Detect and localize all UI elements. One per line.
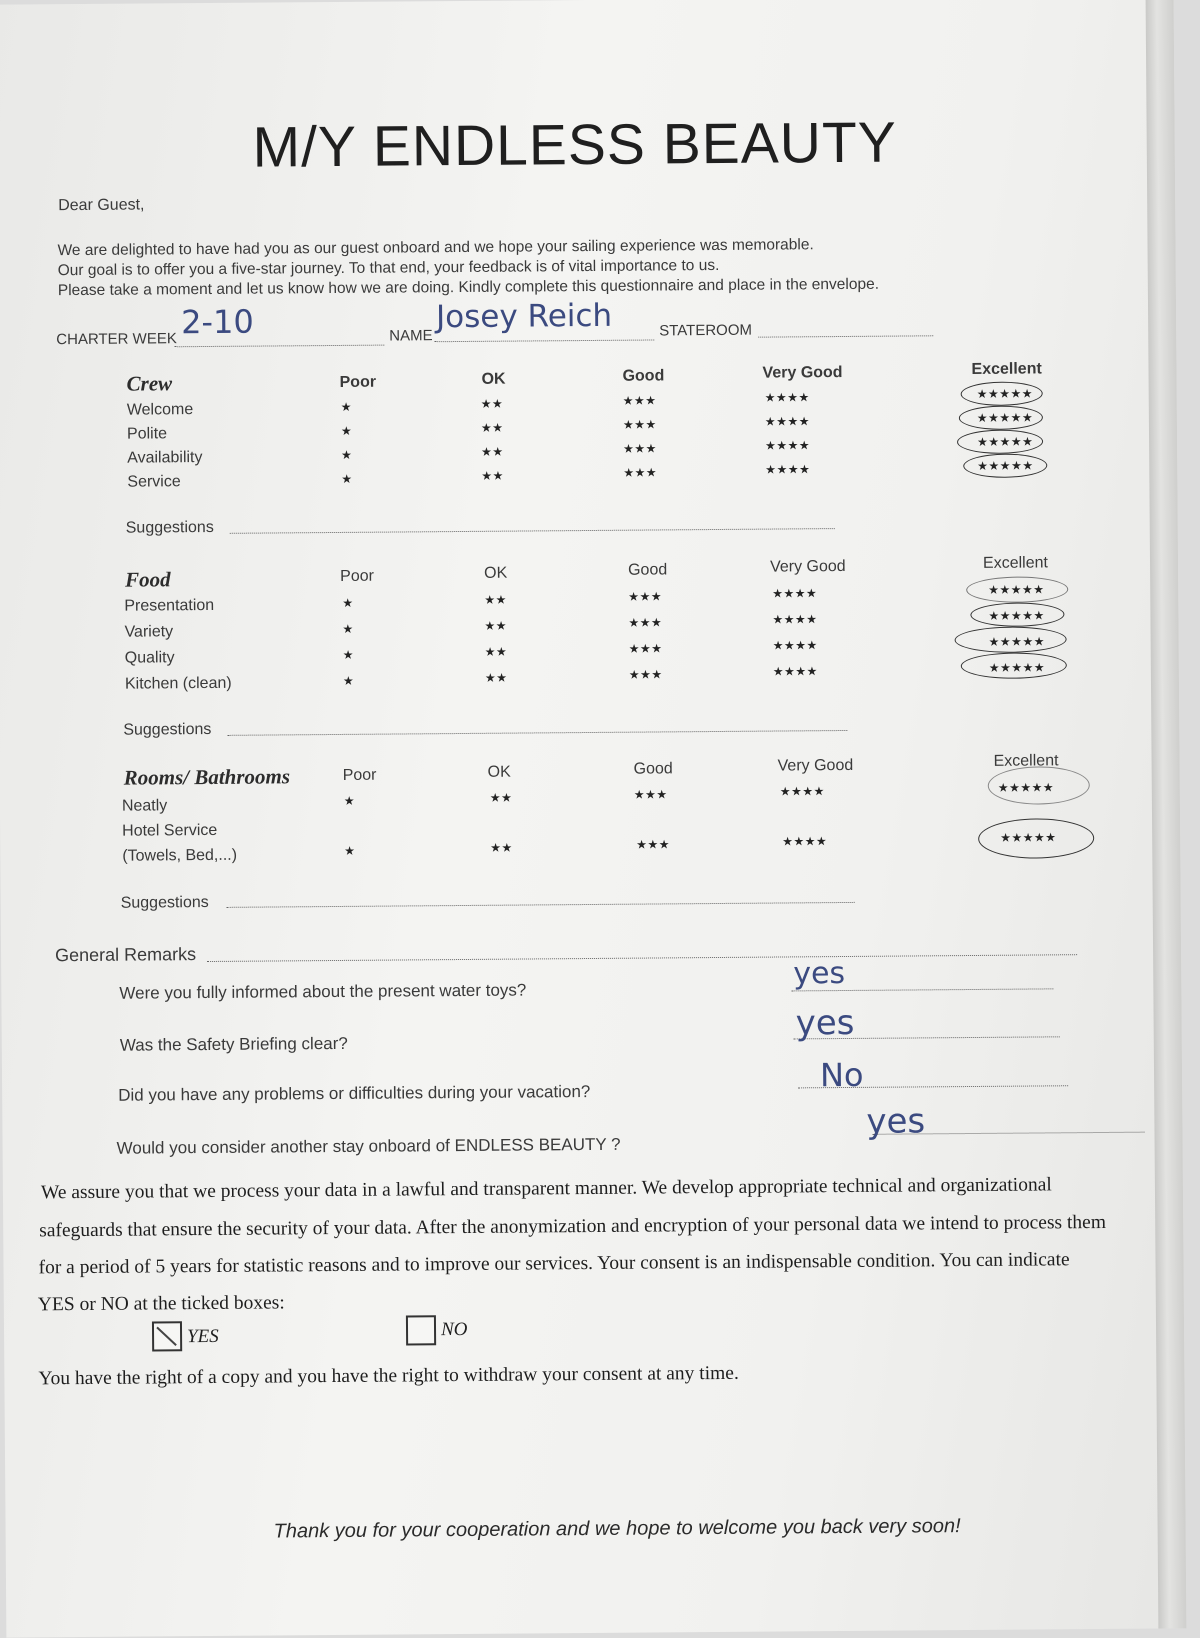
food-variety-2[interactable]: ★★	[484, 618, 508, 633]
consent-line-1: We assure you that we process your data in a lawful and transparent manner. We develop appropriate technical and organizational	[40, 1174, 1052, 1204]
food-quality-1[interactable]: ★	[342, 647, 355, 662]
question-safety-briefing: Was the Safety Briefing clear?	[119, 1033, 348, 1055]
food-row-kitchen: Kitchen (clean)	[124, 674, 232, 693]
rooms-circle-towels	[978, 818, 1094, 859]
food-row-variety: Variety	[124, 623, 174, 641]
food-variety-1[interactable]: ★	[342, 621, 354, 636]
crew-welcome-1[interactable]: ★	[340, 399, 353, 414]
rooms-towels-5[interactable]: ★★★★★	[1000, 830, 1057, 845]
food-row-quality: Quality	[124, 649, 175, 667]
rooms-towels-3[interactable]: ★★★	[636, 837, 671, 852]
food-suggestions-line[interactable]	[227, 730, 847, 736]
crew-welcome-2[interactable]: ★★	[480, 396, 504, 411]
rooms-towels-1[interactable]: ★	[344, 843, 356, 858]
crew-service-4[interactable]: ★★★★	[765, 462, 811, 477]
food-presentation-5[interactable]: ★★★★★	[988, 582, 1045, 597]
food-col-excellent: Excellent	[982, 554, 1049, 572]
general-remarks-line[interactable]	[207, 954, 1077, 962]
charter-week-label: CHARTER WEEK	[56, 330, 177, 349]
rooms-suggestions-label: Suggestions	[120, 893, 209, 912]
crew-circle-polite	[959, 405, 1043, 430]
food-col-poor: Poor	[340, 567, 374, 585]
crew-availability-5[interactable]: ★★★★★	[977, 434, 1034, 449]
general-remarks-label: General Remarks	[54, 944, 197, 966]
food-heading: Food	[125, 567, 171, 592]
stateroom-label: STATEROOM	[659, 321, 753, 340]
crew-availability-2[interactable]: ★★	[481, 444, 504, 459]
rooms-row-neatly: Neatly	[121, 797, 168, 815]
rooms-neatly-4[interactable]: ★★★★	[779, 784, 825, 799]
paper-edge	[1146, 0, 1187, 1629]
name-value[interactable]: Josey Reich	[435, 297, 613, 336]
food-variety-3[interactable]: ★★★	[628, 615, 663, 630]
rooms-suggestions-line[interactable]	[227, 902, 855, 908]
food-kitchen-1[interactable]: ★	[342, 673, 355, 688]
crew-service-3[interactable]: ★★★	[623, 465, 658, 480]
rooms-row-hotel-service: Hotel Service	[122, 821, 218, 840]
rooms-neatly-1[interactable]: ★	[343, 793, 356, 808]
rooms-neatly-5[interactable]: ★★★★★	[997, 780, 1055, 795]
rooms-row-towels: (Towels, Bed,...)	[122, 846, 238, 865]
crew-polite-5[interactable]: ★★★★★	[976, 410, 1034, 425]
answer-another-stay[interactable]: yes	[866, 1101, 926, 1142]
rooms-col-good: Good	[633, 760, 673, 778]
crew-circle-welcome	[961, 381, 1043, 406]
consent-rights: You have the right of a copy and you have the right to withdraw your consent at any time.	[38, 1362, 739, 1390]
crew-col-excellent: Excellent	[971, 360, 1042, 378]
rooms-col-poor: Poor	[342, 766, 377, 784]
answer-water-toys[interactable]: yes	[793, 956, 846, 992]
food-kitchen-4[interactable]: ★★★★	[772, 664, 818, 679]
consent-yes-label: YES	[186, 1325, 219, 1348]
rooms-col-very-good: Very Good	[777, 756, 854, 775]
crew-row-polite: Polite	[126, 425, 168, 443]
footer-thanks: Thank you for your cooperation and we hope to welcome you back very soon!	[273, 1515, 961, 1543]
food-quality-3[interactable]: ★★★	[628, 641, 663, 656]
crew-heading: Crew	[126, 371, 173, 396]
food-kitchen-3[interactable]: ★★★	[628, 667, 663, 682]
food-col-very-good: Very Good	[769, 557, 846, 576]
food-presentation-4[interactable]: ★★★★	[772, 586, 818, 601]
rooms-circle-neatly	[988, 766, 1090, 805]
crew-col-poor: Poor	[339, 373, 377, 391]
crew-polite-3[interactable]: ★★★	[622, 417, 657, 432]
crew-polite-4[interactable]: ★★★★	[764, 414, 810, 429]
intro-line-2: Our goal is to offer you a five-star journey. To that end, your feedback is of vital importance to us.	[57, 256, 720, 280]
charter-week-value[interactable]: 2-10	[180, 302, 254, 342]
food-circle-presentation	[966, 576, 1068, 603]
name-label: NAME	[389, 327, 433, 345]
name-line	[434, 339, 654, 342]
page-title: M/Y ENDLESS BEAUTY	[252, 110, 898, 180]
charter-week-line	[174, 345, 384, 348]
crew-col-ok: OK	[481, 370, 506, 388]
consent-line-2: safeguards that ensure the security of your data. After the anonymization and encryption of your personal data we intend to process them	[39, 1211, 1107, 1242]
crew-suggestions-line[interactable]	[230, 528, 835, 534]
crew-col-very-good: Very Good	[762, 364, 843, 382]
stateroom-line[interactable]	[758, 335, 933, 337]
rooms-towels-2[interactable]: ★★	[490, 840, 513, 855]
food-kitchen-5[interactable]: ★★★★★	[988, 660, 1046, 675]
crew-availability-3[interactable]: ★★★	[623, 441, 657, 456]
consent-no-label: NO	[440, 1318, 468, 1341]
food-row-presentation: Presentation	[124, 596, 215, 615]
intro-line-3: Please take a moment and let us know how we are doing. Kindly complete this questionnaire and place in the envelope.	[57, 275, 880, 300]
crew-service-5[interactable]: ★★★★★	[977, 458, 1034, 473]
crew-col-good: Good	[622, 367, 665, 385]
crew-circle-service	[963, 453, 1047, 478]
crew-suggestions-label: Suggestions	[125, 518, 214, 537]
crew-welcome-4[interactable]: ★★★★	[764, 390, 810, 405]
consent-line-4: YES or NO at the ticked boxes:	[37, 1292, 285, 1316]
crew-availability-1[interactable]: ★	[341, 447, 353, 462]
crew-polite-2[interactable]: ★★	[480, 420, 504, 435]
crew-service-2[interactable]: ★★	[481, 468, 504, 483]
greeting: Dear Guest,	[58, 196, 145, 215]
food-circle-quality	[955, 626, 1067, 653]
food-circle-kitchen	[961, 652, 1067, 679]
crew-availability-4[interactable]: ★★★★	[765, 438, 811, 453]
rooms-towels-4[interactable]: ★★★★	[782, 834, 828, 849]
consent-yes-checkbox[interactable]	[152, 1321, 182, 1351]
crew-row-service: Service	[127, 473, 181, 491]
rooms-col-ok: OK	[487, 763, 511, 781]
question-problems: Did you have any problems or difficulties during your vacation?	[118, 1082, 591, 1105]
consent-no-checkbox[interactable]	[406, 1315, 436, 1345]
crew-row-welcome: Welcome	[126, 401, 194, 419]
food-quality-4[interactable]: ★★★★	[772, 638, 818, 653]
food-quality-2[interactable]: ★★	[484, 644, 508, 659]
consent-line-3: for a period of 5 years for statistic reasons and to improve our services. Your consent is an indispensable condition. You can indicate	[38, 1249, 1070, 1279]
crew-service-1[interactable]: ★	[341, 471, 353, 486]
answer-problems[interactable]: No	[819, 1055, 864, 1095]
rooms-neatly-2[interactable]: ★★	[489, 790, 513, 805]
food-presentation-1[interactable]: ★	[342, 595, 354, 610]
crew-circle-availability	[957, 429, 1043, 454]
food-quality-5[interactable]: ★★★★★	[988, 634, 1045, 649]
food-presentation-3[interactable]: ★★★	[628, 589, 663, 604]
food-kitchen-2[interactable]: ★★	[484, 670, 508, 685]
rooms-col-excellent: Excellent	[993, 752, 1059, 770]
food-presentation-2[interactable]: ★★	[484, 592, 507, 607]
food-suggestions-label: Suggestions	[123, 720, 212, 739]
rooms-neatly-3[interactable]: ★★★	[633, 787, 668, 802]
food-col-good: Good	[627, 561, 668, 579]
check-mark-icon	[154, 1323, 180, 1349]
food-col-ok: OK	[484, 564, 508, 582]
intro-line-1: We are delighted to have had you as our guest onboard and we hope your sailing experience was memorable.	[57, 236, 814, 260]
crew-welcome-5[interactable]: ★★★★★	[976, 386, 1034, 401]
food-circle-variety	[970, 602, 1064, 627]
food-variety-5[interactable]: ★★★★★	[988, 608, 1045, 623]
rooms-heading: Rooms/ Bathrooms	[123, 764, 291, 790]
answer-safety-briefing[interactable]: yes	[795, 1002, 855, 1044]
question-water-toys: Were you fully informed about the present water toys?	[119, 980, 527, 1003]
crew-polite-1[interactable]: ★	[340, 423, 353, 438]
crew-welcome-3[interactable]: ★★★	[622, 393, 657, 408]
question-another-stay: Would you consider another stay onboard of ENDLESS BEAUTY ?	[116, 1134, 621, 1158]
crew-row-availability: Availability	[127, 449, 203, 467]
food-variety-4[interactable]: ★★★★	[772, 612, 818, 627]
